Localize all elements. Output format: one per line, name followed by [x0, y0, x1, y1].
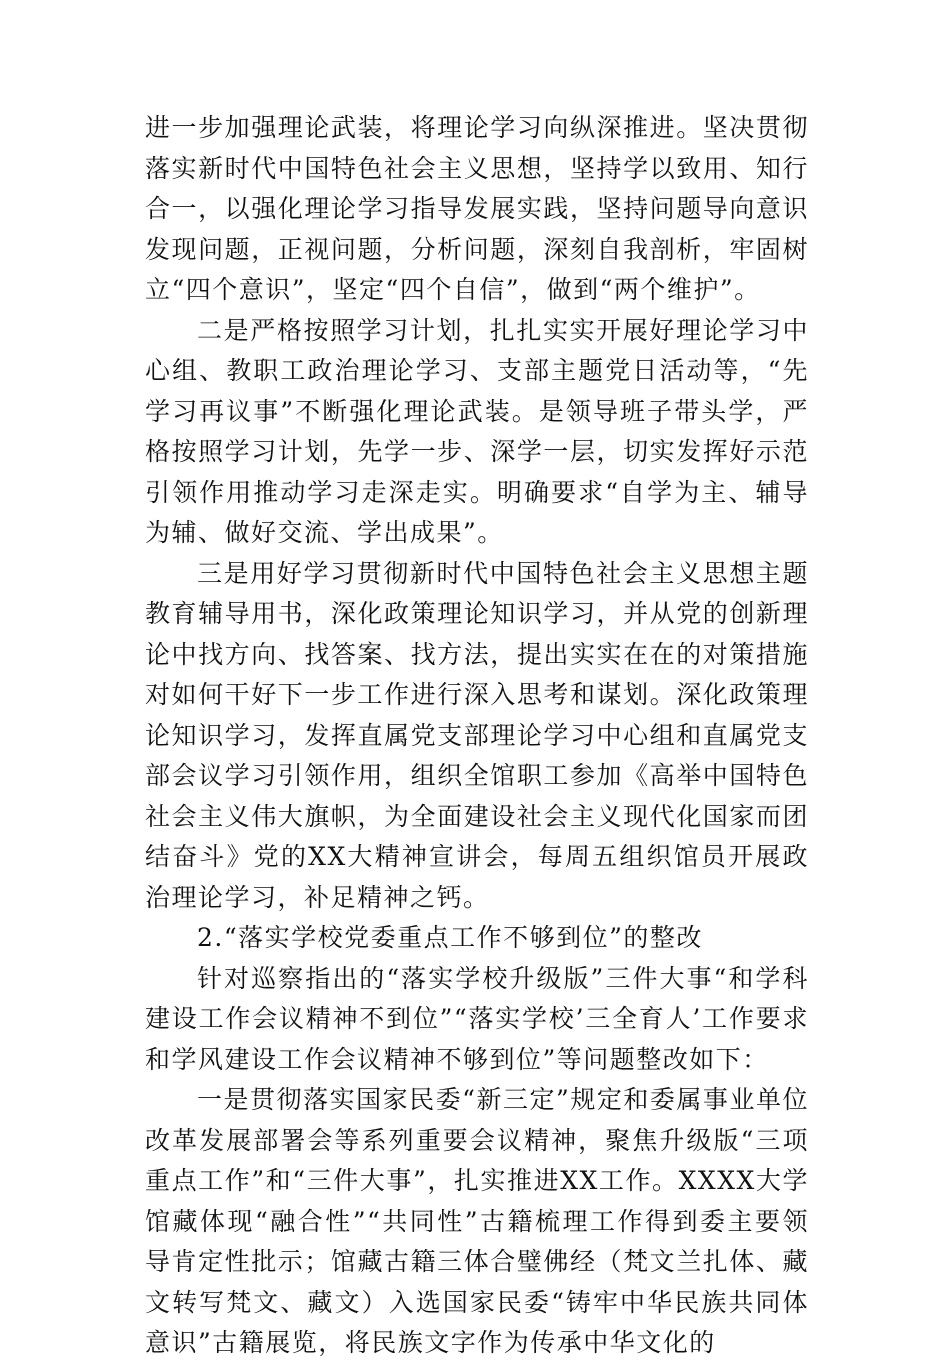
paragraph-point-one: 一是贯彻落实国家民委“新三定”规定和委属事业单位改革发展部署会等系列重要会议精神，聚焦升级版“三项重点工作”和“三件大事”，扎实推进XX工作。XXXX大学馆藏体现“融合性”“共同性”古籍梳理工作得到委主要领导肯定性批示；馆藏古籍三体合璧佛经（梵文兰扎体、藏文转写梵文、藏文）入选国家民委“铸牢中华民族共同体意识”古籍展览，将民族文字作为传承中华文化的 — [145, 1085, 809, 1357]
paragraph-continuation: 进一步加强理论武装，将理论学习向纵深推进。坚决贯彻落实新时代中国特色社会主义思想，坚持学以致用、知行合一，以强化理论学习指导发展实践，坚持问题导向意识发现问题，正视问题，分析问题，深刻自我剖析，牢固树立“四个意识”，坚定“四个自信”，做到“两个维护”。 — [145, 113, 809, 304]
document-body — [145, 108, 809, 1364]
paragraph-point-two: 二是严格按照学习计划，扎扎实实开展好理论学习中心组、教职工政治理论学习、支部主题党日活动等，“先学习再议事”不断强化理论武装。是领导班子带头学，严格按照学习计划，先学一步、深学一层，切实发挥好示范引领作用推动学习走深走实。明确要求“自学为主、辅导为辅、做好交流、学出成果”。 — [145, 315, 809, 547]
paragraph-point-three: 三是用好学习贯彻新时代中国特色社会主义思想主题教育辅导用书，深化政策理论知识学习，并从党的创新理论中找方向、找答案、找方法，提出实实在在的对策措施对如何干好下一步工作进行深入思考和谋划。深化政策理论知识学习，发挥直属党支部理论学习中心组和直属党支部会议学习引领作用，组织全馆职工参加《高举中国特色社会主义伟大旗帜，为全面建设社会主义现代化国家而团结奋斗》党的XX大精神宣讲会，每周五组织馆员开展政治理论学习，补足精神之钙。 — [145, 558, 809, 912]
paragraph-inspection-findings: 针对巡察指出的“落实学校升级版”三件大事“和学科建设工作会议精神不到位”“落实学校’三全育人’工作要求和学风建设工作会议精神不够到位”等问题整改如下： — [145, 963, 809, 1074]
section-heading: 2.“落实学校党委重点工作不够到位”的整改 — [197, 923, 703, 952]
